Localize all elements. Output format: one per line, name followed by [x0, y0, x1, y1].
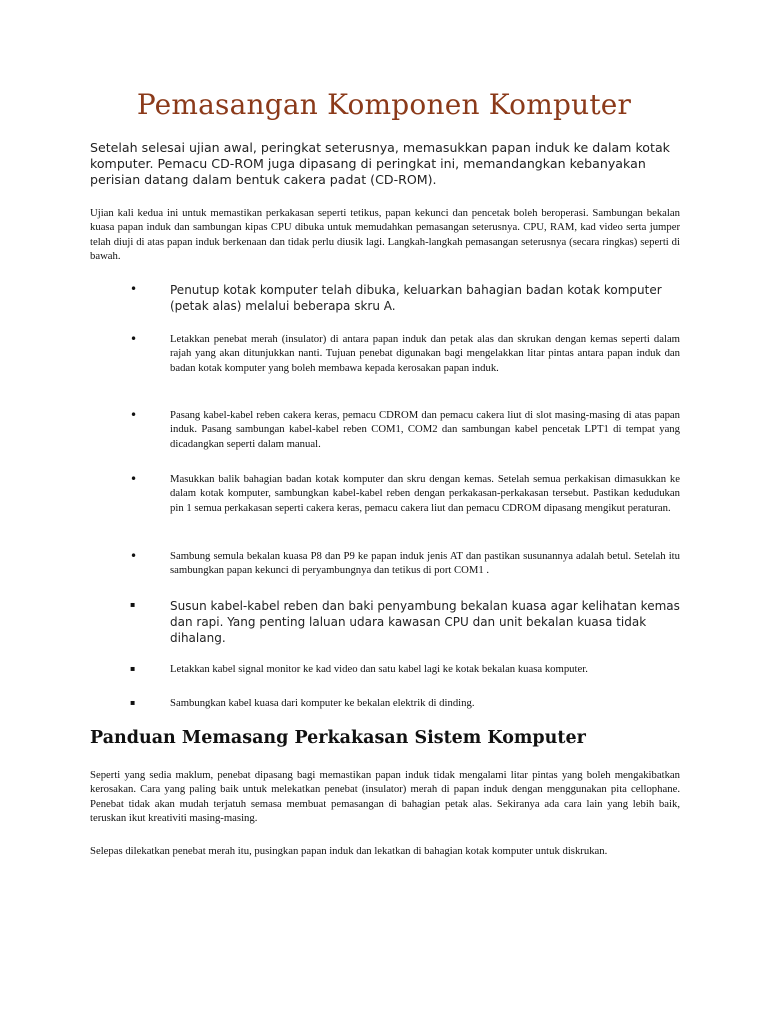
list-item-text: Letakkan kabel signal monitor ke kad video dan satu kabel lagi ke kotak bekalan kuasa komputer.: [170, 663, 588, 675]
page-title: Pemasangan Komponen Komputer: [136, 88, 632, 121]
bullet-icon: •: [130, 282, 138, 296]
paragraph-3: Selepas dilekatkan penebat merah itu, pusingkan papan induk dan lekatkan di bahagian kotak komputer untuk diskrukan.: [90, 845, 608, 857]
list-item-text: Masukkan balik bahagian badan kotak komputer dan skru dengan kemas. Setelah semua perkakisan dimasukkan ke dalam kotak komputer, sambungkan kabel-kabel reben dengan perkakasan-perkakasan tersebut. Pastikan kedudukan pin 1 semua perkakasan seperti cakera keras, pemacu cakera liut dan pemacu CDROM dipasang mengikut peraturan.: [170, 473, 680, 514]
list-item-text: Sambungkan kabel kuasa dari komputer ke bekalan elektrik di dinding.: [170, 697, 475, 709]
list-item-text: Susun kabel-kabel reben dan baki penyambung bekalan kuasa agar kelihatan kemas dan rapi. Yang penting laluan udara kawasan CPU dan unit bekalan kuasa tidak dihalang.: [170, 599, 680, 645]
section-heading: Panduan Memasang Perkakasan Sistem Komputer: [90, 728, 586, 748]
square-bullet-icon: ▪: [130, 698, 136, 707]
list-item-text: Pasang kabel-kabel reben cakera keras, pemacu CDROM dan pemacu cakera liut di slot masing-masing di atas papan induk. Pasang sambungan kabel-kabel reben COM1, COM2 dan sambungan kabel pencetak LPT1 di tempat yang dicadangkan seperti dalam manual.: [170, 409, 680, 450]
intro-paragraph: Setelah selesai ujian awal, peringkat seterusnya, memasukkan papan induk ke dalam kotak komputer. Pemacu CD-ROM juga dipasang di peringkat ini, memandangkan kebanyakan perisian datang dalam bentuk cakera padat (CD-ROM).: [90, 140, 670, 187]
bullet-icon: •: [130, 472, 138, 486]
list-item-text: Letakkan penebat merah (insulator) di antara papan induk dan petak alas dan skrukan dengan kemas seperti dalam rajah yang akan ditunjukkan nanti. Tujuan penebat digunakan bagi mengelakkan litar pintas antara papan induk dan badan kotak komputer yang boleh membawa kepada kerosakan papan induk.: [170, 333, 680, 374]
paragraph-2: Seperti yang sedia maklum, penebat dipasang bagi memastikan papan induk tidak mengalami litar pintas yang boleh mengakibatkan kerosakan. Cara yang paling baik untuk melekatkan penebat (insulator) merah di papan induk dengan menggunakan pita cellophane. Penebat tidak akan mudah terjatuh semasa membuat pemasangan di bahagian petak alas. Sekiranya ada cara lain yang lebih baik, teruskan ikut kreativiti masing-masing.: [90, 769, 680, 825]
paragraph-1: Ujian kali kedua ini untuk memastikan perkakasan seperti tetikus, papan kekunci dan pencetak boleh beroperasi. Sambungan bekalan kuasa papan induk dan sambungan kipas CPU dibuka untuk memudahkan pemasangan seterusnya. CPU, RAM, kad video serta jumper telah diuji di atas papan induk berkenaan dan tidak perlu diusik lagi. Langkah-langkah pemasangan seterusnya (secara ringkas) seperti di bawah.: [90, 207, 680, 263]
bullet-icon: •: [130, 332, 138, 346]
list-item-text: Sambung semula bekalan kuasa P8 dan P9 ke papan induk jenis AT dan pastikan susunannya adalah betul. Setelah itu sambungkan papan kekunci di peryambungnya dan tetikus di port COM1 .: [170, 550, 680, 577]
list-item-text: Penutup kotak komputer telah dibuka, keluarkan bahagian badan kotak komputer (petak alas) melalui beberapa skru A.: [170, 283, 662, 313]
square-bullet-icon: ▪: [130, 600, 136, 609]
bullet-icon: •: [130, 549, 138, 563]
square-bullet-icon: ▪: [130, 664, 136, 673]
bullet-icon: •: [130, 408, 138, 422]
